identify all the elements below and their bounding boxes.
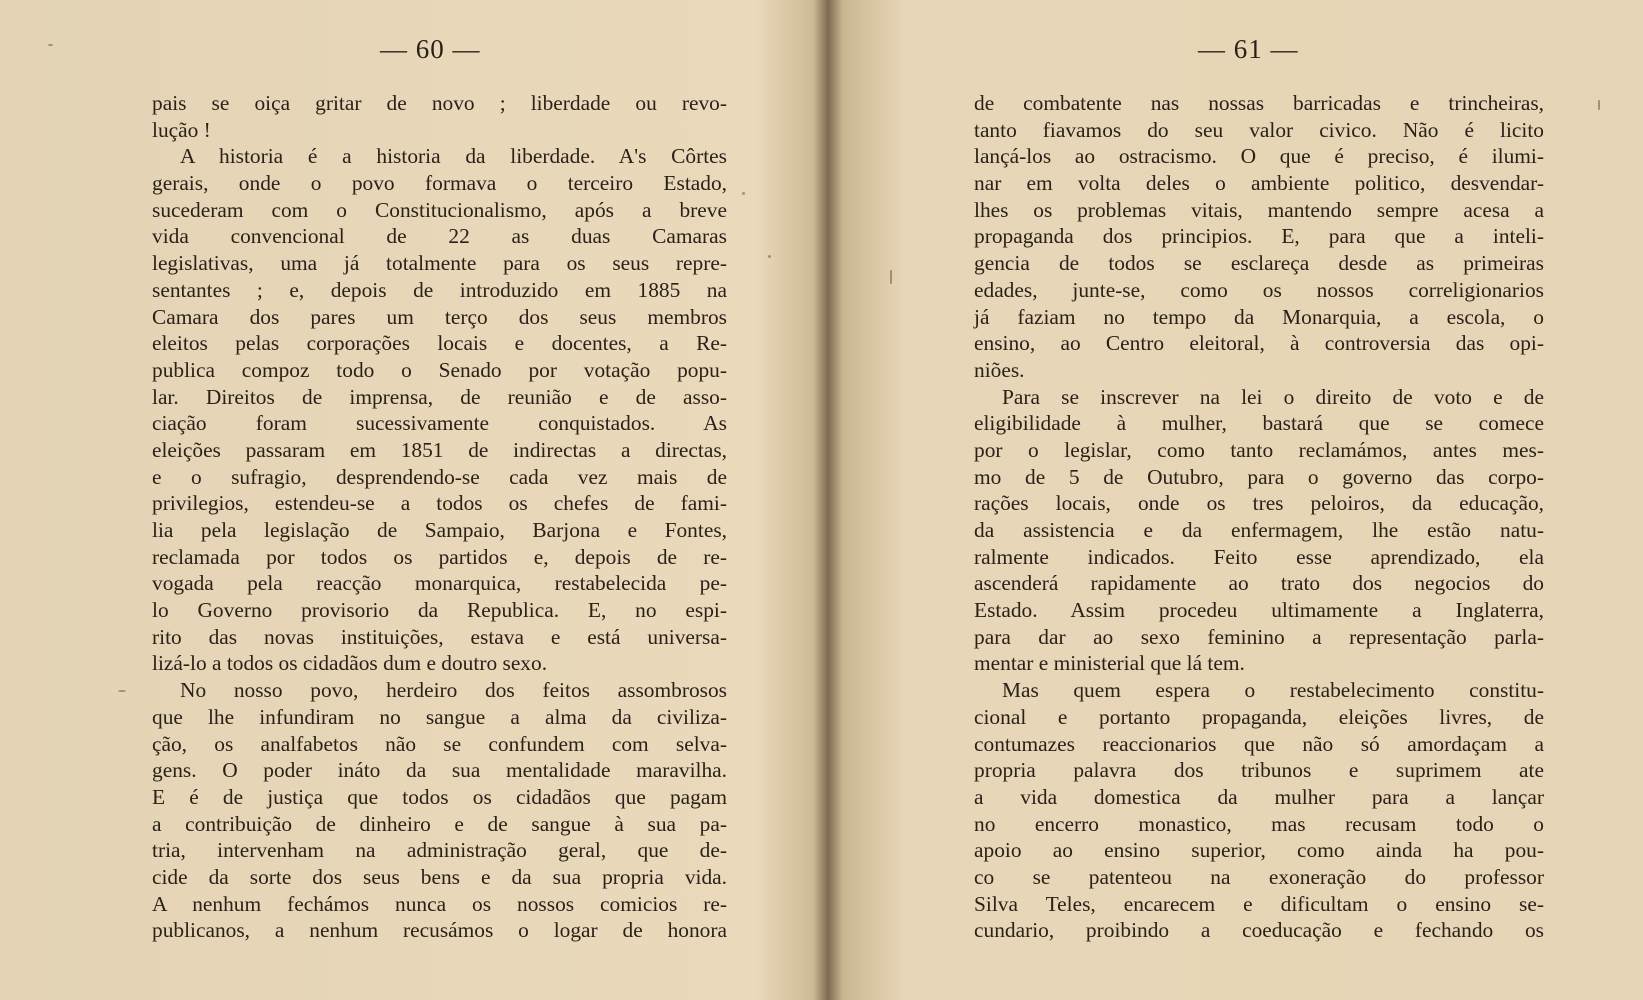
text-line: rações locais, onde os tres peloiros, da educação,: [974, 491, 1544, 516]
text-line: contumazes reaccionarios que não só amordaçam a: [974, 731, 1544, 756]
text-line: lar. Direitos de imprensa, de reunião e de asso-: [152, 384, 727, 409]
text-line: por o legislar, como tanto reclamámos, antes mes-: [974, 437, 1544, 462]
page-right: [830, 0, 1643, 1000]
text-line: Estado. Assim procedeu ultimamente a Inglaterra,: [974, 598, 1544, 623]
paper-speck: [768, 255, 771, 258]
text-line: no encerro monastico, mas recusam todo o: [974, 811, 1544, 836]
text-line: legislativas, uma já totalmente para os seus repre-: [152, 251, 727, 276]
text-line: a vida domestica da mulher para a lançar: [974, 784, 1544, 809]
text-line: lia pela legislação de Sampaio, Barjona e Fontes,: [152, 518, 727, 542]
text-line: sucederam com o Constitucionalismo, após a breve: [152, 197, 727, 222]
text-line: publicanos, a nenhum recusámos o logar de honora: [152, 918, 727, 943]
text-line: edades, junte-se, como os nossos correligionarios: [974, 277, 1544, 302]
text-line: niões.: [974, 357, 1025, 382]
text-line: apoio ao ensino superior, como ainda ha pou-: [974, 838, 1544, 863]
text-line: Camara dos pares um terço dos seus membros: [152, 304, 727, 329]
paper-speck: [118, 690, 126, 692]
paper-speck: [890, 270, 892, 284]
paper-speck: [742, 192, 745, 195]
text-line: a contribuição de dinheiro e de sangue à sua pa-: [152, 811, 727, 836]
text-line: eleições passaram em 1851 de indirectas a directas,: [152, 437, 727, 462]
text-line: publica compoz todo o Senado por votação popu-: [152, 357, 727, 382]
page-body: [152, 90, 727, 944]
text-line: vogada pela reacção monarquica, restabelecida pe-: [152, 571, 727, 596]
text-line: e o sufragio, desprendendo-se cada vez mais de: [152, 464, 727, 489]
page-body: [974, 90, 1544, 944]
text-line: tria, intervenham na administração geral, que de-: [152, 838, 727, 863]
text-line: ensino, ao Centro eleitoral, à controversia das opi-: [974, 331, 1544, 356]
text-line: eligibilidade à mulher, bastará que se comece: [974, 411, 1544, 436]
text-line: propaganda dos principios. E, para que a inteli-: [974, 224, 1544, 249]
text-line: lhes os problemas vitais, mantendo sempre acesa a: [974, 197, 1544, 222]
text-line: rito das novas instituições, estava e está universa-: [152, 624, 727, 649]
text-line: Mas quem espera o restabelecimento constitu-: [1002, 678, 1544, 703]
text-line: A historia é a historia da liberdade. A's Côrtes: [180, 144, 727, 169]
text-line: E é de justiça que todos os cidadãos que pagam: [152, 784, 727, 809]
text-line: ascenderá rapidamente ao trato dos negocios do: [974, 571, 1544, 596]
page-left: [0, 0, 820, 1000]
text-line: ção, os analfabetos não se confundem com selva-: [152, 731, 727, 756]
text-line: ciação foram sucessivamente conquistados. As: [152, 411, 727, 436]
text-line: lo Governo provisorio da Republica. E, no espi-: [152, 598, 727, 623]
text-line: para dar ao sexo feminino a representação parla-: [974, 624, 1544, 649]
text-line: mo de 5 de Outubro, para o governo das corpo-: [974, 464, 1544, 489]
text-line: A nenhum fechámos nunca os nossos comicios re-: [152, 891, 727, 916]
paper-speck: [48, 44, 53, 46]
text-line: da assistencia e da enfermagem, lhe estão natu-: [974, 518, 1544, 542]
text-line: gens. O poder ináto da sua mentalidade maravilha.: [152, 758, 727, 783]
text-line: gerais, onde o povo formava o terceiro Estado,: [152, 171, 727, 196]
text-line: tanto fiavamos do seu valor civico. Não é licito: [974, 117, 1544, 142]
text-line: cide da sorte dos seus bens e da sua propria vida.: [152, 864, 727, 889]
text-line: Para se inscrever na lei o direito de voto e de: [1002, 384, 1544, 409]
text-line: já faziam no tempo da Monarquia, a escola, o: [974, 304, 1544, 329]
text-line: reclamada por todos os partidos e, depois de re-: [152, 544, 727, 569]
text-line: privilegios, estendeu-se a todos os chefes de fami-: [152, 491, 727, 516]
text-line: propria palavra dos tribunos e suprimem ate: [974, 758, 1544, 783]
text-line: nar em volta deles o ambiente politico, desvendar-: [974, 171, 1544, 196]
text-line: vida convencional de 22 as duas Camaras: [152, 224, 727, 249]
paper-speck: [1598, 100, 1600, 110]
text-line: sentantes ; e, depois de introduzido em 1885 na: [152, 277, 727, 302]
text-line: No nosso povo, herdeiro dos feitos assombrosos: [180, 678, 727, 703]
text-line: que lhe infundiram no sangue a alma da civiliza-: [152, 704, 727, 729]
text-line: cundario, proibindo a coeducação e fechando os: [974, 918, 1544, 943]
text-line: ralmente indicados. Feito esse aprendizado, ela: [974, 544, 1544, 569]
page-number: — 60 —: [380, 34, 481, 64]
text-line: mentar e ministerial que lá tem.: [974, 651, 1245, 676]
text-line: Silva Teles, encarecem e dificultam o ensino se-: [974, 891, 1544, 916]
page-number: — 61 —: [1198, 34, 1299, 64]
text-line: gencia de todos se esclareça desde as primeiras: [974, 251, 1544, 276]
text-line: cional e portanto propaganda, eleições livres, de: [974, 704, 1544, 729]
text-line: lução !: [152, 117, 211, 142]
text-line: de combatente nas nossas barricadas e trincheiras,: [974, 91, 1544, 115]
text-line: lizá-lo a todos os cidadãos dum e doutro sexo.: [152, 651, 548, 676]
text-line: co se patenteou na exoneração do professor: [974, 864, 1544, 889]
text-line: eleitos pelas corporações locais e docentes, a Re-: [152, 331, 727, 356]
text-line: lançá-los ao ostracismo. O que é preciso, é ilumi-: [974, 144, 1544, 169]
text-line: pais se oiça gritar de novo ; liberdade ou revo-: [152, 91, 727, 115]
